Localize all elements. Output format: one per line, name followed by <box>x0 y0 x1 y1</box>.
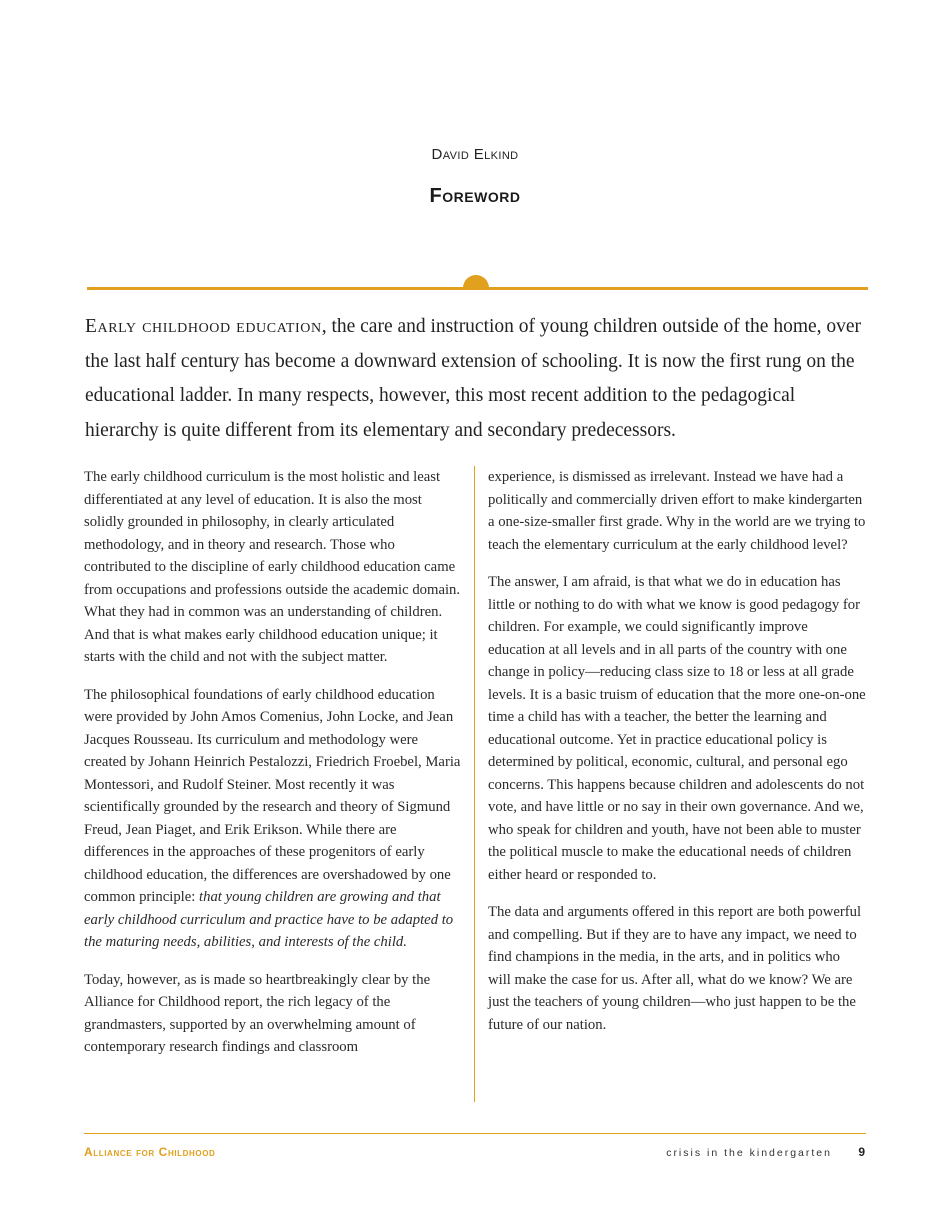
column-divider <box>474 466 475 1102</box>
lede-paragraph <box>85 310 870 448</box>
right-column <box>488 466 866 1051</box>
left-paragraph-2-italic: that young children are growing and that early childhood curriculum and practice have to be adapted to the maturing needs, abilities, and interests of the child. <box>84 889 454 950</box>
page-number: 9 <box>858 1145 865 1159</box>
left-paragraph-2-text: The philosophical foundations of early childhood education were provided by John Amos Comenius, John Locke, and Jean Jacques Rousseau. Its curriculum and methodology were created by Johann Heinrich Pestalozzi, Friedrich Froebel, Maria Montessori, and Rudolf Steiner. Most recently it was scientifically grounded by the research and theory of Sigmund Freud, Jean Piaget, and Erik Erikson. While there are differences in the approaches of these progenitors of early childhood education, the differences are overshadowed by one common principle: <box>84 686 461 905</box>
right-paragraph-1: experience, is dismissed as irrelevant. Instead we have had a politically and commercially driven effort to make kindergarten a one-size-smaller first grade. Why in the world are we trying to teach the elementary curriculum at the early childhood level? <box>488 469 866 553</box>
lede-text: , the care and instruction of young children outside of the home, over the last half century has become a downward extension of schooling. It is now the first rung on the educational ladder. In many respects, however, this most recent addition to the pedagogical hierarchy is quite different from its elementary and secondary predecessors. <box>85 316 862 441</box>
footer-organization: Alliance for Childhood <box>84 1145 216 1159</box>
left-column <box>84 466 462 1074</box>
author-name: David Elkind <box>431 146 519 163</box>
lede-lead-in: Early childhood education <box>85 316 322 337</box>
right-paragraph-2: The answer, I am afraid, is that what we do in education has little or nothing to do with what we know is good pedagogy for children. For example, we could significantly improve education at all levels and in all parts of the country with one change in policy—reducing class size to 18 or less at all grade levels. It is a basic truism of education that the more one-on-one time a child has with a teacher, the better the learning and educational outcome. Yet in practice educational policy is determined by political, economic, cultural, and personal ego concerns. This happens because children and adolescents do not vote, and have little or no say in their own governance. And we, who speak for children and youth, have not been able to muster the political muscle to make the educational needs of children either heard or responded to. <box>488 574 866 883</box>
divider-semicircle-ornament <box>463 275 489 288</box>
footer-rule <box>84 1133 866 1134</box>
right-paragraph-3: The data and arguments offered in this report are both powerful and compelling. But if they are to have any impact, we need to find champions in the media, in the arts, and in politics who will make the case for us. After all, what do we know? We are just the teachers of young children—who just happen to be the future of our nation. <box>488 904 862 1033</box>
footer-publication-title: crisis in the kindergarten <box>666 1147 832 1159</box>
left-paragraph-1: The early childhood curriculum is the most holistic and least differentiated at any level of education. It is also the most solidly grounded in philosophy, in clearly articulated methodology, and in theory and research. Those who contributed to the discipline of early childhood education came from occupations and professions outside the academic domain. What they had in common was an understanding of children. And that is what makes early childhood education unique; it starts with the child and not with the subject matter. <box>84 469 461 665</box>
left-paragraph-3: Today, however, as is made so heartbreakingly clear by the Alliance for Childhood report, the rich legacy of the grandmasters, supported by an overwhelming amount of contemporary research findings and classroom <box>84 971 431 1055</box>
page-title: Foreword <box>429 185 521 207</box>
left-paragraph-2 <box>84 684 462 954</box>
